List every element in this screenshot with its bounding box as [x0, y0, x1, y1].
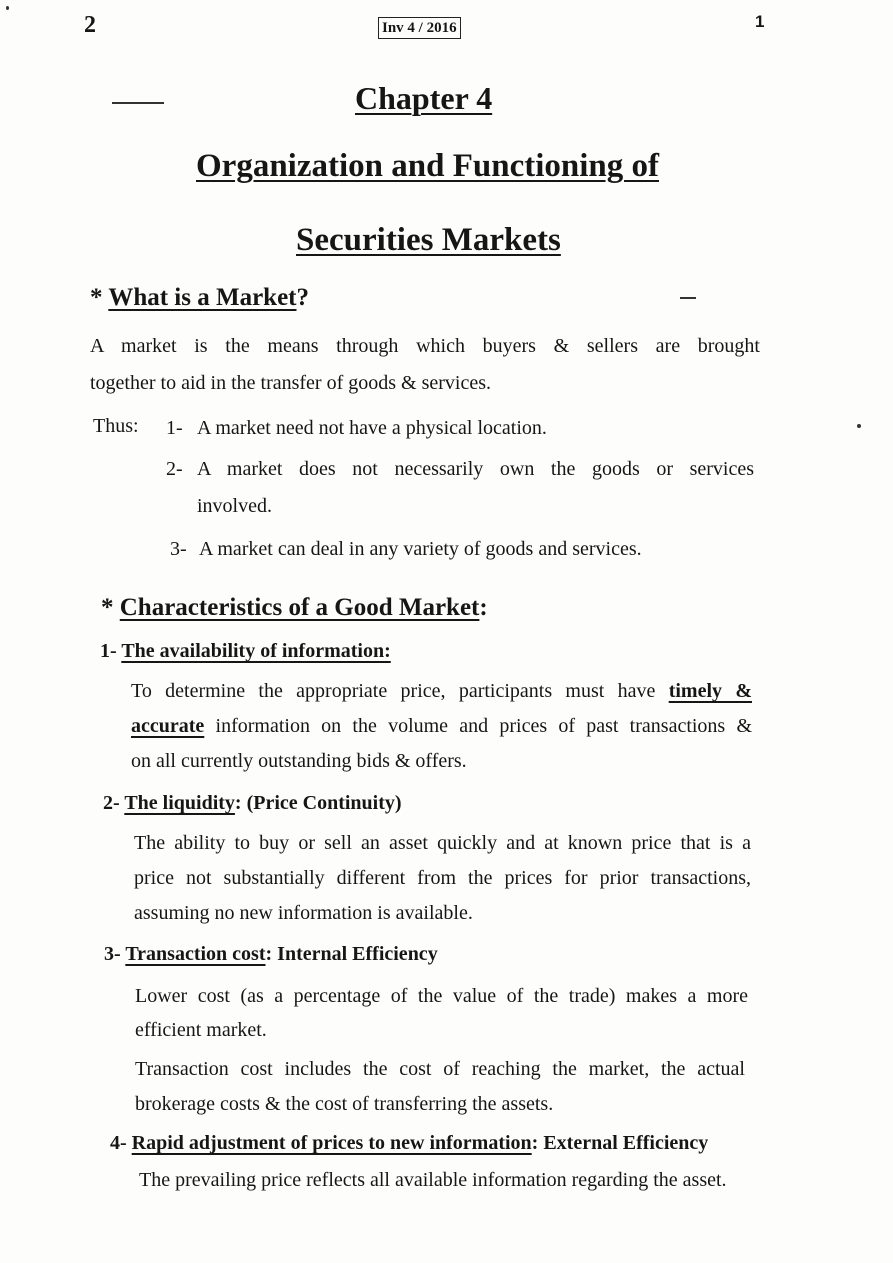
item-number: 2-	[103, 792, 120, 814]
item-number: 4-	[110, 1132, 127, 1154]
item-body-line: Lower cost (as a percentage of the value of the trade) makes a more	[135, 985, 748, 1007]
point-number: 1-	[166, 417, 183, 439]
emphasis-text: timely &	[668, 680, 752, 702]
item-body-line: on all currently outstanding bids & offers.	[131, 750, 467, 772]
item-body-line: The ability to buy or sell an asset quickly and at known price that is a	[134, 832, 751, 854]
item-subtitle: : (Price Continuity)	[234, 792, 402, 814]
decorative-dash	[112, 102, 164, 104]
point-text: A market can deal in any variety of goods and services.	[199, 538, 642, 560]
point-number: 2-	[166, 458, 183, 480]
point-text-continued: involved.	[197, 495, 272, 517]
bullet-asterisk: *	[90, 284, 103, 311]
scan-speck	[6, 6, 9, 10]
item-body-line: Transaction cost includes the cost of reaching the market, the actual	[135, 1058, 745, 1080]
market-definition-line2: together to aid in the transfer of goods & services.	[90, 372, 491, 394]
item-body-line: The prevailing price reflects all available information regarding the asset.	[139, 1169, 727, 1191]
characteristic-item-3	[104, 943, 438, 966]
item-body-line	[131, 680, 752, 703]
heading-text: Characteristics of a Good Market	[119, 594, 480, 621]
item-body-line: price not substantially different from the prices for prior transactions,	[134, 867, 751, 889]
heading-suffix: ?	[296, 284, 309, 311]
item-body-line: assuming no new information is available.	[134, 902, 473, 924]
item-number: 1-	[100, 640, 117, 662]
heading-suffix: :	[479, 594, 488, 621]
point-number: 3-	[170, 538, 187, 560]
item-body-line: brokerage costs & the cost of transferring the assets.	[135, 1093, 554, 1115]
heading-text: What is a Market	[108, 284, 297, 311]
item-body-line: efficient market.	[135, 1019, 267, 1041]
page-number-left: 2	[84, 12, 96, 38]
emphasis-text: accurate	[131, 715, 205, 737]
bullet-asterisk: *	[101, 594, 114, 621]
point-text: A market need not have a physical location.	[197, 417, 547, 439]
item-subtitle: : Internal Efficiency	[265, 943, 438, 965]
item-title: Transaction cost	[125, 943, 266, 965]
chapter-heading: Chapter 4	[355, 80, 493, 116]
characteristic-item-1	[100, 640, 391, 663]
chapter-title-line2: Securities Markets	[296, 222, 561, 258]
thus-label: Thus:	[93, 415, 139, 437]
body-text: information on the volume and prices of past transactions &	[215, 715, 752, 737]
item-title: The availability of information:	[121, 640, 391, 662]
market-definition-line1: A market is the means through which buyers & sellers are brought	[90, 335, 760, 357]
body-text: To determine the appropriate price, participants must have	[131, 680, 656, 702]
scan-speck	[857, 424, 861, 428]
item-subtitle: : External Efficiency	[531, 1132, 709, 1154]
chapter-title-line1: Organization and Functioning of	[196, 148, 659, 184]
section-heading-characteristics	[101, 594, 488, 622]
point-text: A market does not necessarily own the goods or services	[197, 458, 754, 480]
item-number: 3-	[104, 943, 121, 965]
decorative-dash	[680, 297, 696, 299]
item-body-line	[131, 715, 752, 738]
characteristic-item-4	[110, 1132, 708, 1155]
item-title: Rapid adjustment of prices to new information	[131, 1132, 532, 1154]
course-reference-box: Inv 4 / 2016	[378, 17, 461, 39]
page-number-right: 1	[755, 12, 765, 31]
section-heading-market	[90, 284, 309, 312]
item-title: The liquidity	[124, 792, 235, 814]
characteristic-item-2	[103, 792, 402, 815]
